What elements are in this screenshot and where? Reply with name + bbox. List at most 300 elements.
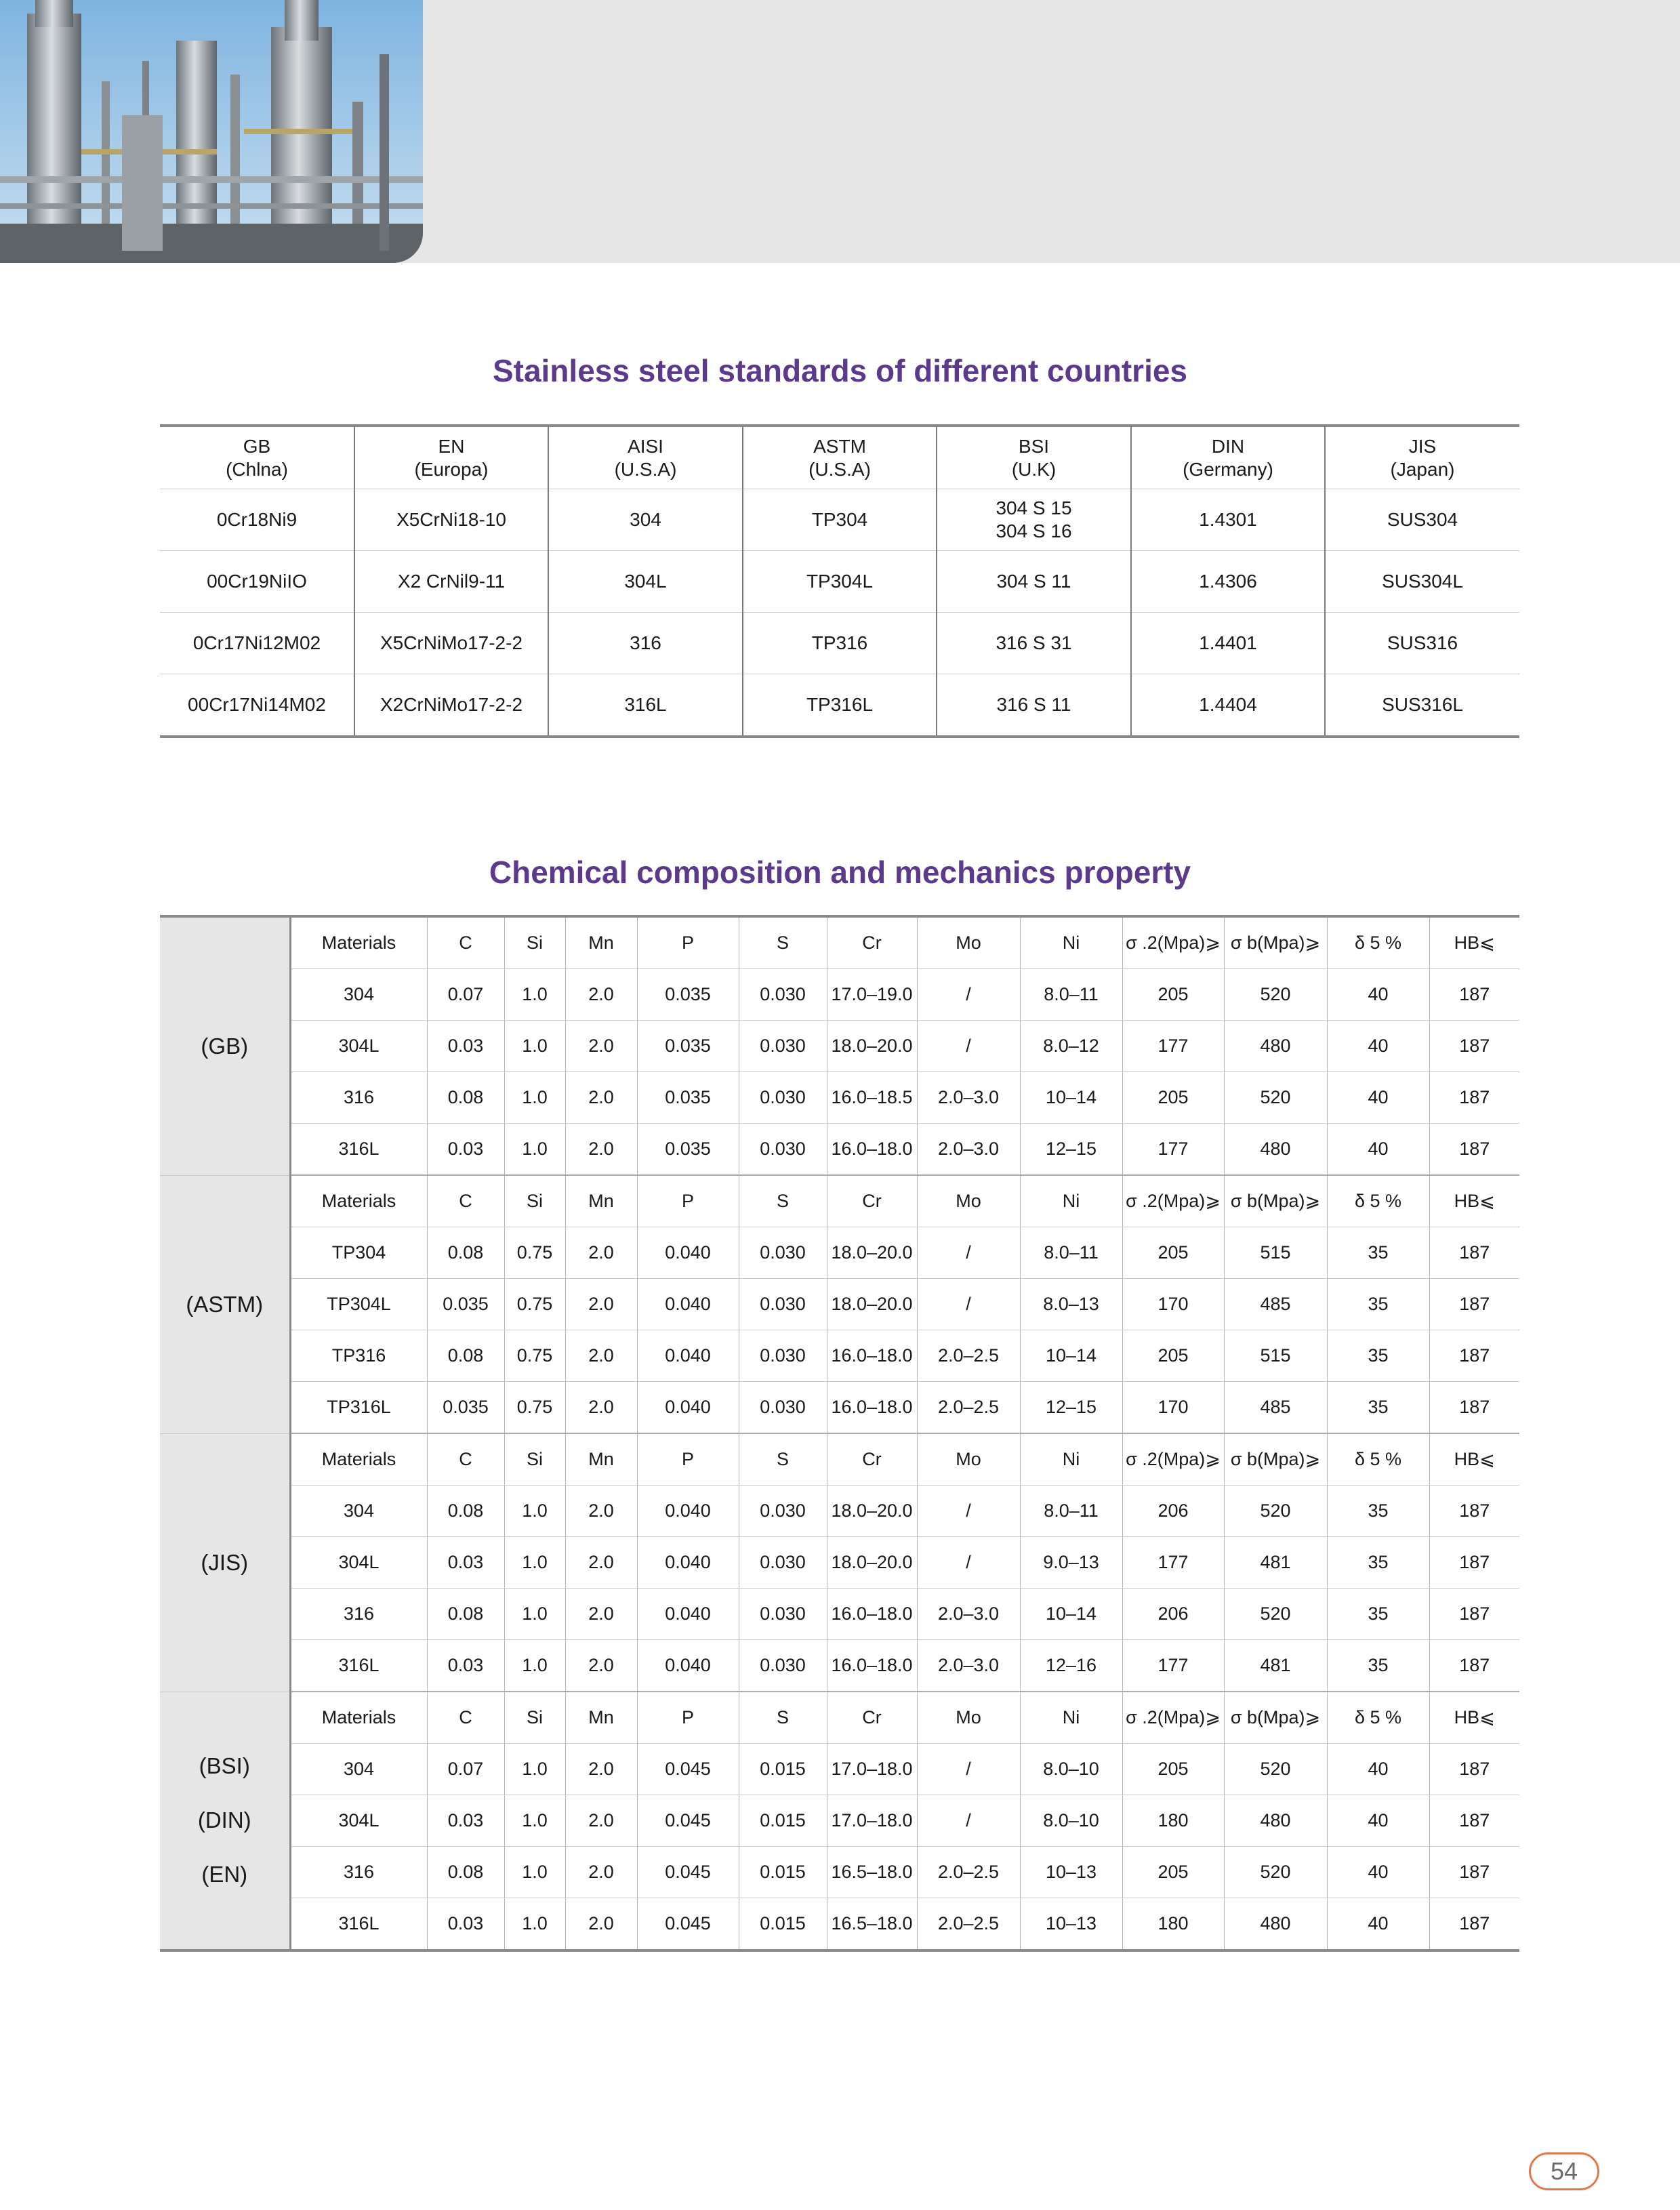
table-cell: 304 [290,969,427,1021]
table-cell: 180 [1122,1898,1224,1951]
table-cell: 2.0 [565,1330,637,1382]
table-cell: 2.0–3.0 [917,1640,1020,1692]
table-cell: 0.035 [637,1072,739,1124]
table-cell: / [917,1486,1020,1537]
table-cell: 0.040 [637,1382,739,1434]
standard-group-label [160,1692,290,1950]
standards-header-cell: AISI (U.S.A) [548,426,743,489]
table-cell: 16.0–18.0 [827,1382,917,1434]
table-cell: 0.040 [637,1330,739,1382]
table-cell: 2.0 [565,1382,637,1434]
table-cell: 0.030 [739,1124,827,1176]
table-row [160,1589,1519,1640]
column-header: Mo [917,1175,1020,1227]
table-cell: 18.0–20.0 [827,1279,917,1330]
column-header: σ .2(Mpa)⩾ [1122,1175,1224,1227]
table-cell: 1.4306 [1131,551,1325,613]
table-cell: 187 [1429,1072,1519,1124]
table-row [160,613,1519,674]
table-row [160,1279,1519,1330]
table-cell: 316 [290,1072,427,1124]
column-header: Mn [565,1433,637,1486]
table-cell: 205 [1122,1072,1224,1124]
table-cell: 0.040 [637,1589,739,1640]
table-row [160,1382,1519,1434]
table-cell: 177 [1122,1640,1224,1692]
table-cell: 35 [1327,1330,1429,1382]
standard-group-label-line: (ASTM) [186,1291,264,1317]
column-header: S [739,916,827,969]
column-header: HB⩽ [1429,916,1519,969]
table-cell: 17.0–18.0 [827,1744,917,1795]
table-cell: 0.015 [739,1898,827,1951]
table-cell: 35 [1327,1640,1429,1692]
standards-table [160,424,1519,738]
refinery-photo [0,0,423,263]
table-cell: 304L [290,1021,427,1072]
table-cell: 16.0–18.0 [827,1330,917,1382]
column-header: Cr [827,916,917,969]
table-cell: 8.0–11 [1020,1486,1122,1537]
table-cell: 304L [290,1537,427,1589]
table-cell: 0.03 [427,1537,504,1589]
table-cell: 170 [1122,1382,1224,1434]
table-cell: 316 S 31 [937,613,1131,674]
column-header: HB⩽ [1429,1175,1519,1227]
standard-group-label-line: (JIS) [201,1549,249,1575]
table-cell: / [917,969,1020,1021]
table-cell: 0.030 [739,1382,827,1434]
table-cell: 00Cr17Ni14M02 [160,674,354,737]
table-cell: 187 [1429,1279,1519,1330]
table-cell: 1.0 [504,1486,565,1537]
table-cell: 2.0 [565,1847,637,1898]
table-cell: 180 [1122,1795,1224,1847]
table-cell: / [917,1795,1020,1847]
table-cell: 0.015 [739,1744,827,1795]
table-cell: 2.0 [565,1227,637,1279]
table-cell: 480 [1224,1795,1327,1847]
table-cell: 2.0 [565,1072,637,1124]
column-header: Materials [290,916,427,969]
table-cell: 0.030 [739,969,827,1021]
table-cell: TP316 [743,613,937,674]
table-cell: 0.030 [739,1537,827,1589]
composition-header-row [160,916,1519,969]
standards-header-cell: EN (Europa) [354,426,548,489]
table-cell: 0.040 [637,1537,739,1589]
table-cell: 0.015 [739,1795,827,1847]
table-cell: 0.08 [427,1486,504,1537]
table-cell: 0.08 [427,1330,504,1382]
table-cell: SUS316 [1325,613,1519,674]
table-cell: 12–15 [1020,1124,1122,1176]
table-cell: 1.0 [504,1072,565,1124]
table-cell: / [917,1537,1020,1589]
table-cell: 1.0 [504,1898,565,1951]
table-cell: 16.5–18.0 [827,1898,917,1951]
table-cell: 1.0 [504,1589,565,1640]
table-cell: 2.0–2.5 [917,1898,1020,1951]
table-cell: TP316 [290,1330,427,1382]
table-cell: 206 [1122,1589,1224,1640]
table-cell: 0.045 [637,1795,739,1847]
table-cell: 0.035 [637,1021,739,1072]
column-header: σ .2(Mpa)⩾ [1122,916,1224,969]
table-row [160,1847,1519,1898]
table-cell: 304 S 11 [937,551,1131,613]
table-cell: 16.0–18.0 [827,1589,917,1640]
table-cell: 0.030 [739,1279,827,1330]
column-header: HB⩽ [1429,1433,1519,1486]
table-cell: 316 S 11 [937,674,1131,737]
table-cell: 1.0 [504,1640,565,1692]
table-cell: 316 [290,1589,427,1640]
table-cell: 0.035 [637,1124,739,1176]
table-cell: 0.040 [637,1227,739,1279]
table-cell: SUS316L [1325,674,1519,737]
table-cell: 0.015 [739,1847,827,1898]
column-header: C [427,1692,504,1744]
composition-header-row [160,1433,1519,1486]
table-cell: 0.045 [637,1847,739,1898]
table-cell: 0.75 [504,1227,565,1279]
table-cell: 1.4401 [1131,613,1325,674]
table-cell: 0Cr17Ni12M02 [160,613,354,674]
standard-group-label-line: (GB) [201,1033,249,1059]
column-header: Mo [917,916,1020,969]
standard-group-label-line: (EN) [201,1862,248,1887]
table-cell: 0.08 [427,1589,504,1640]
table-cell: 0.03 [427,1021,504,1072]
table-cell: 304 [548,489,743,551]
table-row [160,1072,1519,1124]
composition-title: Chemical composition and mechanics property [489,855,1191,890]
table-cell: 2.0–2.5 [917,1382,1020,1434]
table-cell: TP304L [290,1279,427,1330]
table-cell: 205 [1122,1330,1224,1382]
table-cell: 0.035 [427,1382,504,1434]
table-cell: 187 [1429,1795,1519,1847]
table-cell: 0.030 [739,1486,827,1537]
page-number: 54 [1529,2152,1599,2190]
table-cell: 520 [1224,969,1327,1021]
table-cell: 2.0 [565,1124,637,1176]
column-header: σ b(Mpa)⩾ [1224,1692,1327,1744]
table-cell: 35 [1327,1227,1429,1279]
table-cell: 316 [548,613,743,674]
table-cell: 2.0 [565,1795,637,1847]
column-header: Ni [1020,1433,1122,1486]
table-cell: 485 [1224,1382,1327,1434]
table-cell: 205 [1122,969,1224,1021]
table-cell: X2 CrNil9-11 [354,551,548,613]
table-row [160,551,1519,613]
table-cell: 205 [1122,1227,1224,1279]
table-cell: / [917,1744,1020,1795]
column-header: HB⩽ [1429,1692,1519,1744]
table-row [160,1124,1519,1176]
table-cell: 520 [1224,1486,1327,1537]
table-row [160,1486,1519,1537]
table-cell: 206 [1122,1486,1224,1537]
table-cell: 0.030 [739,1330,827,1382]
table-cell: 35 [1327,1279,1429,1330]
table-row [160,1021,1519,1072]
table-cell: 0.045 [637,1898,739,1951]
table-cell: 1.0 [504,1537,565,1589]
table-cell: 8.0–10 [1020,1744,1122,1795]
table-cell: 520 [1224,1072,1327,1124]
table-cell: 8.0–13 [1020,1279,1122,1330]
table-cell: 10–14 [1020,1330,1122,1382]
table-cell: 0.75 [504,1330,565,1382]
table-cell: 0.030 [739,1227,827,1279]
table-cell: 187 [1429,1744,1519,1795]
column-header: P [637,916,739,969]
table-cell: TP316L [743,674,937,737]
table-cell: 17.0–19.0 [827,969,917,1021]
column-header: Mn [565,1175,637,1227]
table-cell: 187 [1429,969,1519,1021]
table-cell: 205 [1122,1744,1224,1795]
table-cell: 0.040 [637,1279,739,1330]
table-cell: 187 [1429,1640,1519,1692]
table-cell: 17.0–18.0 [827,1795,917,1847]
table-cell: 205 [1122,1847,1224,1898]
table-cell: 16.0–18.0 [827,1124,917,1176]
table-cell: 515 [1224,1227,1327,1279]
standards-header-cell: BSI (U.K) [937,426,1131,489]
table-cell: 2.0–3.0 [917,1589,1020,1640]
table-cell: 187 [1429,1021,1519,1072]
column-header: Si [504,916,565,969]
standards-header-cell: ASTM (U.S.A) [743,426,937,489]
table-cell: 2.0 [565,1279,637,1330]
table-cell: SUS304L [1325,551,1519,613]
table-cell: 177 [1122,1021,1224,1072]
table-cell: 304L [548,551,743,613]
table-cell: 0Cr18Ni9 [160,489,354,551]
composition-header-row [160,1692,1519,1744]
column-header: Materials [290,1175,427,1227]
column-header: σ b(Mpa)⩾ [1224,1175,1327,1227]
table-cell: 8.0–12 [1020,1021,1122,1072]
table-cell: 0.75 [504,1279,565,1330]
column-header: σ b(Mpa)⩾ [1224,916,1327,969]
table-cell: 00Cr19NiIO [160,551,354,613]
column-header: Mo [917,1692,1020,1744]
table-cell: 35 [1327,1382,1429,1434]
table-cell: 0.07 [427,1744,504,1795]
table-cell: 0.040 [637,1640,739,1692]
column-header: S [739,1175,827,1227]
table-cell: 1.0 [504,1795,565,1847]
table-cell: 316L [290,1124,427,1176]
table-cell: 187 [1429,1898,1519,1951]
column-header: Si [504,1175,565,1227]
table-cell: 0.045 [637,1744,739,1795]
column-header: Si [504,1433,565,1486]
table-cell: X5CrNi18-10 [354,489,548,551]
table-cell: 12–16 [1020,1640,1122,1692]
table-cell: 187 [1429,1847,1519,1898]
table-cell: 10–13 [1020,1898,1122,1951]
table-cell: 0.035 [427,1279,504,1330]
table-cell: 316L [290,1898,427,1951]
table-cell: 9.0–13 [1020,1537,1122,1589]
table-cell: 1.0 [504,1847,565,1898]
table-cell: 481 [1224,1537,1327,1589]
column-header: Si [504,1692,565,1744]
table-cell: 40 [1327,1898,1429,1951]
standards-header-cell: GB (Chlna) [160,426,354,489]
column-header: Mo [917,1433,1020,1486]
column-header: P [637,1692,739,1744]
standards-title: Stainless steel standards of different countries [492,353,1188,388]
table-cell: 304 [290,1486,427,1537]
table-cell: 2.0 [565,1744,637,1795]
table-cell: 2.0–2.5 [917,1330,1020,1382]
column-header: Mn [565,916,637,969]
table-cell: 40 [1327,1847,1429,1898]
table-cell: 8.0–11 [1020,969,1122,1021]
column-header: δ 5 % [1327,916,1429,969]
column-header: C [427,916,504,969]
table-row [160,489,1519,551]
column-header: Cr [827,1175,917,1227]
table-cell: 480 [1224,1124,1327,1176]
table-cell: 170 [1122,1279,1224,1330]
standards-header-cell: JIS (Japan) [1325,426,1519,489]
table-row [160,1227,1519,1279]
table-cell: SUS304 [1325,489,1519,551]
table-row [160,1744,1519,1795]
standards-header-row [160,426,1519,489]
table-cell: 480 [1224,1898,1327,1951]
column-header: Mn [565,1692,637,1744]
column-header: σ .2(Mpa)⩾ [1122,1692,1224,1744]
table-cell: 40 [1327,1795,1429,1847]
table-cell: 0.030 [739,1021,827,1072]
table-row [160,1898,1519,1951]
table-cell: 187 [1429,1537,1519,1589]
table-cell: 40 [1327,1744,1429,1795]
column-header: δ 5 % [1327,1433,1429,1486]
table-cell: TP316L [290,1382,427,1434]
table-cell: 177 [1122,1537,1224,1589]
table-cell: 187 [1429,1227,1519,1279]
table-cell: 2.0 [565,1537,637,1589]
table-cell: 18.0–20.0 [827,1021,917,1072]
table-cell: 520 [1224,1744,1327,1795]
table-cell: 0.030 [739,1589,827,1640]
column-header: C [427,1433,504,1486]
table-cell: 10–14 [1020,1072,1122,1124]
table-cell: 0.03 [427,1795,504,1847]
standard-group-label [160,916,290,1175]
table-cell: 187 [1429,1382,1519,1434]
table-cell: 10–14 [1020,1589,1122,1640]
table-row [160,969,1519,1021]
table-cell: 35 [1327,1537,1429,1589]
standard-group-label [160,1175,290,1433]
table-cell: 0.030 [739,1072,827,1124]
table-cell: 40 [1327,1021,1429,1072]
table-row [160,1795,1519,1847]
table-cell: 2.0–3.0 [917,1072,1020,1124]
table-cell: 16.5–18.0 [827,1847,917,1898]
column-header: Cr [827,1433,917,1486]
table-cell: X5CrNiMo17-2-2 [354,613,548,674]
table-cell: 485 [1224,1279,1327,1330]
table-row [160,674,1519,737]
table-cell: 18.0–20.0 [827,1537,917,1589]
standard-group-label-line: (BSI) [199,1753,250,1779]
table-cell: / [917,1279,1020,1330]
table-cell: 2.0–2.5 [917,1847,1020,1898]
standards-header-cell: DIN (Germany) [1131,426,1325,489]
column-header: Materials [290,1433,427,1486]
column-header: S [739,1433,827,1486]
column-header: Ni [1020,1692,1122,1744]
table-cell: 1.0 [504,1021,565,1072]
table-cell: 35 [1327,1589,1429,1640]
table-row [160,1537,1519,1589]
table-cell: 1.4301 [1131,489,1325,551]
table-cell: 10–13 [1020,1847,1122,1898]
column-header: C [427,1175,504,1227]
column-header: P [637,1175,739,1227]
table-cell: 2.0 [565,1640,637,1692]
table-cell: 1.0 [504,1124,565,1176]
table-cell: 2.0 [565,1021,637,1072]
table-cell: 18.0–20.0 [827,1486,917,1537]
table-cell: 0.040 [637,1486,739,1537]
table-cell: 520 [1224,1589,1327,1640]
table-cell: 0.08 [427,1227,504,1279]
table-cell: 0.07 [427,969,504,1021]
table-cell: / [917,1227,1020,1279]
column-header: Cr [827,1692,917,1744]
table-cell: 35 [1327,1486,1429,1537]
header-panel [428,0,1680,263]
column-header: P [637,1433,739,1486]
table-cell: 304L [290,1795,427,1847]
column-header: S [739,1692,827,1744]
table-cell: 2.0 [565,1486,637,1537]
table-cell: TP304 [743,489,937,551]
table-cell: 515 [1224,1330,1327,1382]
column-header: Ni [1020,1175,1122,1227]
column-header: σ b(Mpa)⩾ [1224,1433,1327,1486]
table-cell: 316 [290,1847,427,1898]
table-cell: 187 [1429,1589,1519,1640]
table-cell: 18.0–20.0 [827,1227,917,1279]
table-cell: 2.0 [565,1589,637,1640]
column-header: Ni [1020,916,1122,969]
table-cell: 481 [1224,1640,1327,1692]
table-cell: 0.03 [427,1124,504,1176]
table-cell: 40 [1327,969,1429,1021]
table-cell: 187 [1429,1124,1519,1176]
standard-group-label-line: (DIN) [197,1807,251,1833]
table-cell: 40 [1327,1124,1429,1176]
table-cell: 187 [1429,1486,1519,1537]
table-cell: 16.0–18.0 [827,1640,917,1692]
composition-header-row [160,1175,1519,1227]
table-cell: 520 [1224,1847,1327,1898]
